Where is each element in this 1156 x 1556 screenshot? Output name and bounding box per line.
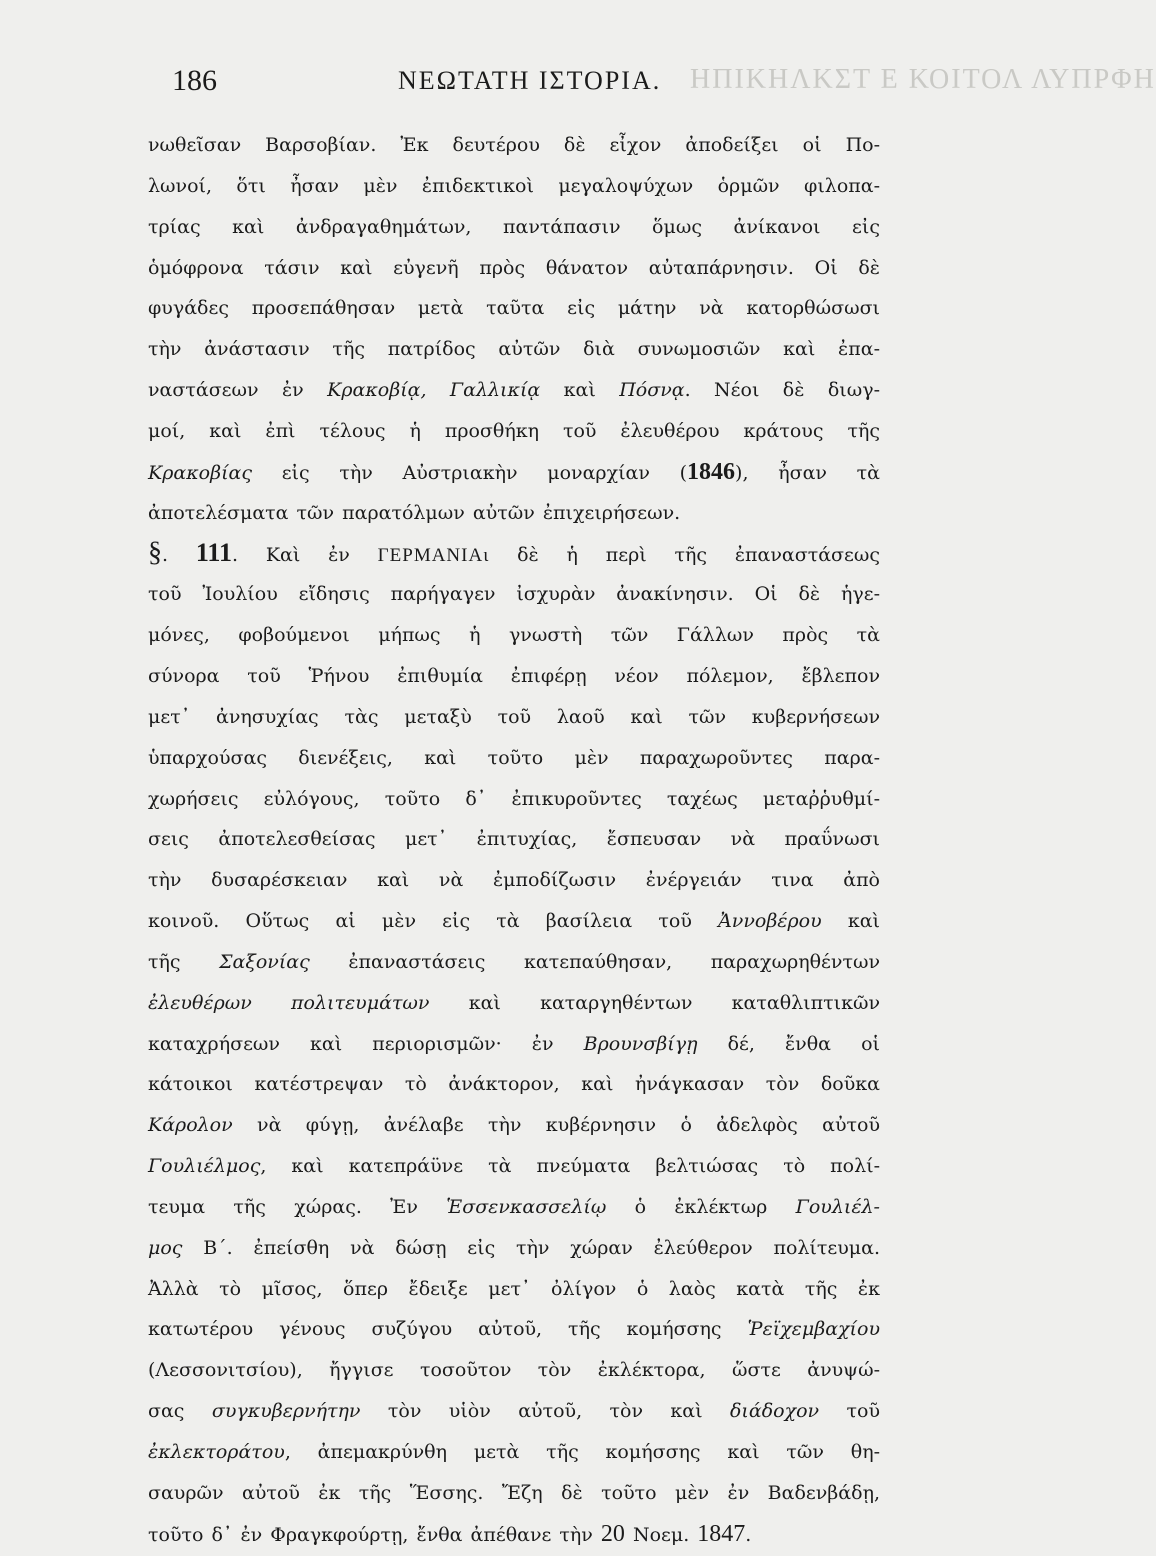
- text-segment: , καὶ κατεπράϋνε τὰ πνεύματα βελτιώσας τὸ πολί-: [260, 1155, 880, 1178]
- text-segment: μοί, καὶ ἐπὶ τέλους ἡ προσθήκη τοῦ ἐλευθέρου κράτους τῆς: [148, 419, 880, 442]
- italic-name: Κρακοβίας: [148, 461, 252, 484]
- italic-name: διάδοχον: [729, 1400, 820, 1423]
- text-line: [148, 656, 880, 697]
- text-segment: Νοεμ.: [624, 1523, 698, 1546]
- italic-name: ἐκλεκτοράτου: [148, 1441, 285, 1463]
- text-segment: ὑπαρχούσας διενέξεις, καὶ τοῦτο μὲν παραχωροῦντες παρα-: [148, 746, 880, 769]
- text-segment: κάτοικοι κατέστρεψαν τὸ ἀνάκτορον, καὶ ἠνάγκασαν τὸν δοῦκα: [148, 1073, 880, 1096]
- text-line: [148, 1432, 880, 1473]
- text-line: [148, 574, 880, 615]
- text-line: [148, 533, 880, 574]
- text-segment: Ἀλλὰ τὸ μῖσος, ὅπερ ἔδειξε μετ᾽ ὀλίγον ὁ λαὸς κατὰ τῆς ἐκ: [148, 1277, 880, 1300]
- text-line: [148, 1350, 880, 1391]
- italic-name: Ῥεϊχεμβαχίου: [747, 1318, 880, 1341]
- text-segment: τὴν δυσαρέσκειαν καὶ νὰ ἐμποδίζωσιν ἐνέργειάν τινα ἀπὸ: [148, 869, 880, 892]
- text-segment: . Νέοι δὲ διωγ-: [684, 379, 881, 402]
- text-segment: 111: [195, 538, 232, 568]
- text-line: [148, 860, 880, 901]
- italic-name: Γουλιέλμος: [148, 1155, 261, 1178]
- text-line: [148, 1269, 880, 1310]
- text-line: [148, 1228, 880, 1269]
- text-line: [148, 1514, 880, 1555]
- text-line: [148, 1309, 880, 1350]
- text-line: [148, 779, 880, 820]
- text-segment: σαυρῶν αὐτοῦ ἐκ τῆς Ἕσσης. Ἔζη δὲ τοῦτο μὲν ἐν Βαδενβάδῃ,: [148, 1481, 880, 1504]
- text-segment: τοῦ: [819, 1400, 880, 1423]
- italic-name: Κρακοβίᾳ, Γαλλικίᾳ: [327, 379, 541, 402]
- text-segment: ), ἦσαν τὰ: [735, 461, 880, 484]
- italic-name: Πόσνᾳ: [619, 379, 685, 402]
- text-line: [148, 1391, 880, 1432]
- text-segment: ἐπαναστάσεις κατεπαύθησαν, παραχωρηθέντων: [309, 950, 881, 973]
- text-line: [148, 248, 880, 289]
- text-line: [148, 207, 880, 248]
- text-line: [148, 329, 880, 370]
- text-segment: ναστάσεων ἐν: [148, 379, 328, 402]
- page-number: 186: [172, 64, 217, 97]
- text-segment: φυγάδες προσεπάθησαν μετὰ ταῦτα εἰς μάτην νὰ κατορθώσωσι: [148, 297, 880, 320]
- italic-name: Ἀννοβέρου: [718, 910, 822, 933]
- text-segment: , ἀπεμακρύνθη μετὰ τῆς κομήσσης καὶ τῶν θη-: [284, 1441, 880, 1463]
- text-line: [148, 697, 880, 738]
- text-segment: χωρήσεις εὐλόγους, τοῦτο δ᾽ ἐπικυροῦντες ταχέως μεταῤῥυθμί-: [148, 787, 880, 810]
- bleed-through-heading: ΗΠΙΚΗΛΚΣΤ Ε ΚΟΙΤΟΛ ΛΥΠΡΦΗ: [690, 64, 1156, 95]
- text-segment: ὁμόφρονα τάσιν καὶ εὐγενῆ πρὸς θάνατον αὐταπάρνησιν. Οἱ δὲ: [148, 256, 880, 279]
- text-segment: καὶ: [821, 910, 881, 933]
- text-segment: Β΄. ἐπείσθη νὰ δώσῃ εἰς τὴν χώραν ἐλεύθερον πολίτευμα.: [182, 1236, 880, 1259]
- text-segment: σεις ἀποτελεσθείσας μετ᾽ ἐπιτυχίας, ἔσπευσαν νὰ πραΰνωσι: [148, 828, 880, 851]
- text-segment: μόνες, φοβούμενοι μήπως ἡ γνωστὴ τῶν Γάλλων πρὸς τὰ: [148, 624, 880, 647]
- italic-name: συγκυβερνήτην: [211, 1400, 361, 1423]
- italic-name: Κάρολον: [148, 1114, 233, 1137]
- text-line: [148, 125, 880, 166]
- text-segment: 1846: [687, 458, 736, 485]
- text-segment: τῆς: [148, 950, 220, 973]
- text-line: [148, 738, 880, 779]
- text-line: [148, 615, 880, 656]
- text-line: [148, 983, 880, 1024]
- text-segment: καὶ: [540, 379, 620, 402]
- text-segment: §: [148, 537, 162, 569]
- text-segment: νωθεῖσαν Βαρσοβίαν. Ἐκ δευτέρου δὲ εἶχον ἀποδείξει οἱ Πο-: [148, 134, 880, 156]
- italic-name: Ἑσσενκασσελίῳ: [446, 1195, 607, 1218]
- text-segment: ἀποτελέσματα τῶν παρατόλμων αὐτῶν ἐπιχειρήσεων.: [148, 501, 681, 524]
- text-line: [148, 901, 880, 942]
- body-text: [148, 125, 880, 1555]
- text-segment: 1847: [697, 1520, 746, 1547]
- text-segment: λωνοί, ὅτι ἦσαν μὲν ἐπιδεκτικοὶ μεγαλοψύχων ὁρμῶν φιλοπα-: [148, 174, 880, 197]
- text-line: [148, 166, 880, 207]
- text-segment: τὸν υἱὸν αὐτοῦ, τὸν καὶ: [360, 1400, 730, 1423]
- text-segment: τοῦ Ἰουλίου εἴδησις παρήγαγεν ἰσχυρὰν ἀνακίνησιν. Οἱ δὲ ἡγε-: [148, 583, 880, 606]
- text-segment: .: [162, 544, 196, 567]
- text-line: [148, 493, 880, 534]
- italic-name: Γουλιέλ-: [795, 1195, 880, 1218]
- text-segment: . Καὶ ἐν: [231, 544, 378, 567]
- text-segment: τρίας καὶ ἀνδραγαθημάτων, παντάπασιν ὅμως ἀνίκανοι εἰς: [148, 215, 880, 238]
- text-line: [148, 411, 880, 452]
- italic-name: ἐλευθέρων πολιτευμάτων: [148, 991, 430, 1014]
- running-head: ΝΕΩΤΑΤΗ ΙΣΤΟΡΙΑ.: [398, 66, 662, 95]
- text-line: [148, 1105, 880, 1146]
- text-segment: σύνορα τοῦ Ῥήνου ἐπιθυμία ἐπιφέρῃ νέον πόλεμον, ἔβλεπον: [148, 664, 880, 687]
- text-line: [148, 1064, 880, 1105]
- text-segment: 20: [600, 1520, 625, 1547]
- text-segment: δέ, ἔνθα οἱ: [697, 1032, 880, 1055]
- text-segment: δὲ ἡ περὶ τῆς ἐπαναστάσεως: [489, 544, 880, 567]
- text-segment: τοῦτο δ᾽ ἐν Φραγκφούρτῃ, ἔνθα ἀπέθανε τὴν: [148, 1523, 601, 1546]
- text-segment: ΓΕΡΜΑΝΙΑι: [377, 545, 490, 567]
- italic-name: Βρουνσβίγῃ: [583, 1032, 698, 1055]
- text-segment: κατωτέρου γένους συζύγου αὐτοῦ, τῆς κομήσσης: [148, 1318, 748, 1341]
- text-segment: μετ᾽ ἀνησυχίας τὰς μεταξὺ τοῦ λαοῦ καὶ τῶν κυβερνήσεων: [148, 705, 880, 728]
- text-segment: τὴν ἀνάστασιν τῆς πατρίδος αὐτῶν διὰ συνωμοσιῶν καὶ ἐπα-: [148, 338, 880, 361]
- text-line: [148, 452, 880, 493]
- text-segment: κοινοῦ. Οὕτως αἱ μὲν εἰς τὰ βασίλεια τοῦ: [148, 910, 719, 933]
- text-line: [148, 942, 880, 983]
- text-segment: ὁ ἐκλέκτωρ: [606, 1195, 796, 1218]
- text-segment: .: [745, 1523, 752, 1546]
- text-line: [148, 819, 880, 860]
- text-line: [148, 1146, 880, 1187]
- text-segment: καταχρήσεων καὶ περιορισμῶν· ἐν: [148, 1032, 584, 1055]
- italic-name: μος: [148, 1236, 183, 1259]
- text-segment: τευμα τῆς χώρας. Ἐν: [148, 1195, 447, 1218]
- page-header: [172, 64, 892, 110]
- text-segment: εἰς τὴν Αὐστριακὴν μοναρχίαν (: [252, 461, 688, 484]
- text-segment: σας: [148, 1400, 212, 1423]
- text-segment: (Λεσσονιτσίου), ἤγγισε τοσοῦτον τὸν ἐκλέκτορα, ὥστε ἀνυψώ-: [148, 1359, 880, 1382]
- text-line: [148, 370, 880, 411]
- italic-name: Σαξονίας: [219, 950, 310, 973]
- text-line: [148, 1473, 880, 1514]
- text-segment: καὶ καταργηθέντων καταθλιπτικῶν: [429, 991, 880, 1014]
- text-segment: νὰ φύγῃ, ἀνέλαβε τὴν κυβέρνησιν ὁ ἀδελφὸς αὐτοῦ: [232, 1114, 880, 1137]
- text-line: [148, 1024, 880, 1065]
- text-line: [148, 1187, 880, 1228]
- text-line: [148, 288, 880, 329]
